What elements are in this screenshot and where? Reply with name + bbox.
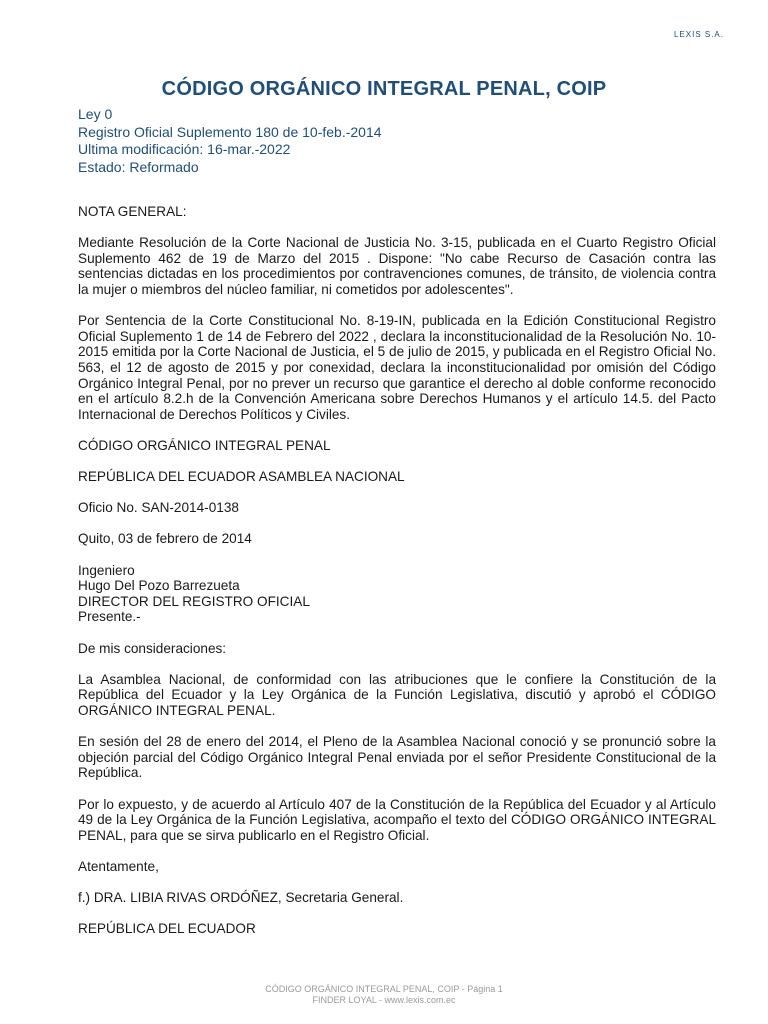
footer-page-info: CÓDIGO ORGÁNICO INTEGRAL PENAL, COIP - Página 1 — [265, 984, 503, 994]
page-footer — [0, 984, 768, 1006]
nota-general-heading: NOTA GENERAL: — [78, 204, 187, 219]
recipient-title: Ingeniero — [78, 562, 135, 578]
last-modification: Ultima modificación: 16-mar.-2022 — [78, 141, 291, 157]
ley-number: Ley 0 — [78, 106, 113, 122]
paragraph-resolucion: Mediante Resolución de la Corte Nacional de Justicia No. 3-15, publicada en el Cuarto Registro Oficial Suplemento 462 de 19 de Marzo del 2015 . Dispone: "No cabe Recurso de Casación contra las sentencias dictadas en los procedimientos por contravenciones comunes, de tránsito, de violencia contra la mujer o miembros del núcleo familiar, ni cometidos por adolescentes". — [78, 235, 716, 297]
registro-oficial: Registro Oficial Suplemento 180 de 10-feb.-2014 — [78, 123, 382, 140]
signature-line: f.) DRA. LIBIA RIVAS ORDÓÑEZ, Secretaria General. — [78, 890, 404, 906]
republica-asamblea-heading: REPÚBLICA DEL ECUADOR ASAMBLEA NACIONAL — [78, 469, 405, 485]
salutation: De mis consideraciones: — [78, 640, 227, 656]
document-status: Estado: Reformado — [78, 158, 199, 175]
paragraph-sesion: En sesión del 28 de enero del 2014, el Pleno de la Asamblea Nacional conoció y se pronunció sobre la objeción parcial del Código Orgánico Integral Penal enviada por el señor Presidente Constitucional de la República. — [78, 734, 716, 781]
recipient-presente: Presente.- — [78, 609, 141, 625]
footer-source: FINDER LOYAL - www.lexis.com.ec — [312, 995, 456, 1005]
paragraph-sentencia: Por Sentencia de la Corte Constitucional No. 8-19-IN, publicada en la Edición Constitucional Registro Oficial Suplemento 1 de 14 de Febrero del 2022 , declara la inconstitucionalidad de la Resolución No. 10-2015 emitida por la Corte Nacional de Justicia, el 5 de julio de 2015, y publicada en el Registro Oficial No. 563, el 12 de agosto de 2015 y por conexidad, declara la inconstitucionalidad por omisión del Código Orgánico Integral Penal, por no prever un recurso que garantice el derecho al doble conforme reconocido en el artículo 8.2.h de la Convención Americana sobre Derechos Humanos y el artículo 14.5. del Pacto Internacional de Derechos Políticos y Civiles. — [78, 313, 716, 422]
letter-date: Quito, 03 de febrero de 2014 — [78, 531, 252, 547]
closing: Atentamente, — [78, 858, 159, 874]
publisher-label: LEXIS S.A. — [673, 30, 724, 39]
republica-heading: REPÚBLICA DEL ECUADOR — [78, 921, 256, 937]
recipient-name: Hugo Del Pozo Barrezueta — [78, 578, 240, 594]
oficio-number: Oficio No. SAN-2014-0138 — [78, 500, 239, 516]
recipient-role: DIRECTOR DEL REGISTRO OFICIAL — [78, 593, 310, 609]
document-metadata — [78, 106, 382, 176]
document-body — [78, 204, 716, 937]
paragraph-expuesto: Por lo expuesto, y de acuerdo al Artículo 407 de la Constitución de la República del Ecuador y al Artículo 49 de la Ley Orgánica de la Función Legislativa, acompaño el texto del CÓDIGO ORGÁNICO INTEGRAL PENAL, para que se sirva publicarlo en el Registro Oficial. — [78, 796, 716, 843]
codigo-heading: CÓDIGO ORGÁNICO INTEGRAL PENAL — [78, 437, 331, 453]
document-title: CÓDIGO ORGÁNICO INTEGRAL PENAL, COIP — [161, 78, 607, 100]
paragraph-asamblea: La Asamblea Nacional, de conformidad con las atribuciones que le confiere la Constitución de la República del Ecuador y la Ley Orgánica de la Función Legislativa, discutió y aprobó el CÓDIGO ORGÁNICO INTEGRAL PENAL. — [78, 671, 716, 718]
recipient-block — [78, 563, 716, 625]
